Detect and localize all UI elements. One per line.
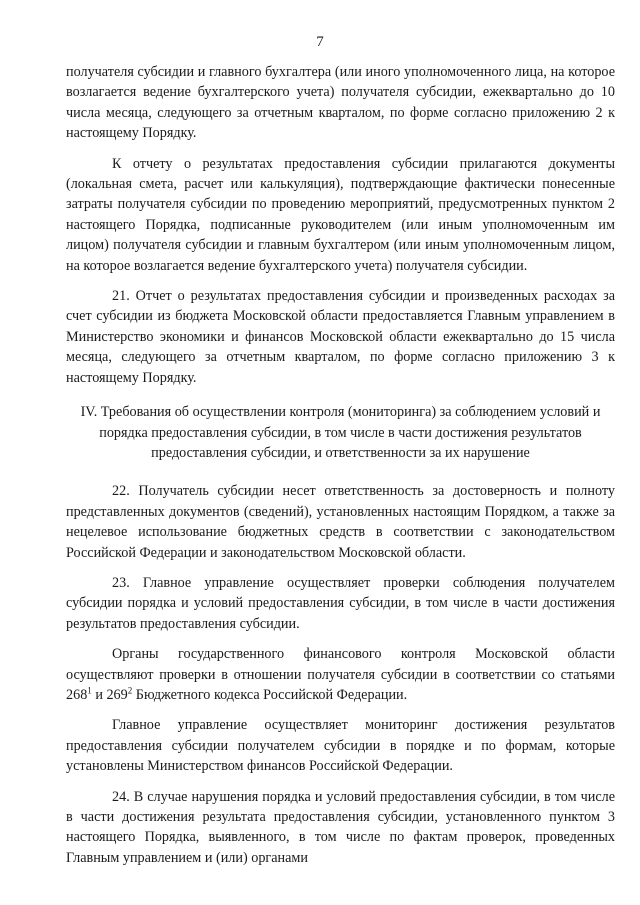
paragraph-financial-control <box>66 644 615 705</box>
financial-control-text-end: Бюджетного кодекса Российской Федерации. <box>132 686 408 703</box>
paragraph-report-signatures: получателя субсидии и главного бухгалтера (или иного уполномоченного лица, на которое возлагается ведение бухгалтерского учета) получателя субсидии, ежеквартально до 10 числа месяца, следующего за отчетным кварталом, по форме согласно приложению 2 к настоящему Порядку. <box>66 64 615 142</box>
paragraph-item-21: 21. Отчет о результатах предоставления субсидии и произведенных расходах за счет субсидии из бюджета Московской области предоставляется Главным управлением в Министерство экономики и финансов Московской области ежеквартально до 15 числа месяца, следующего за отчетным кварталом, по форме согласно приложению 3 к настоящему Порядку. <box>66 288 615 386</box>
paragraph-item-24: 24. В случае нарушения порядка и условий предоставления субсидии, в том числе в части достижения результата предоставления субсидии, установленного пунктом 3 настоящего Порядка, выявленного, в том числе по фактам проверок, проведенных Главным управлением и (или) органами <box>66 788 615 866</box>
article-superscript-1: 1 <box>87 685 92 696</box>
paragraph-report-attachments: К отчету о результатах предоставления субсидии прилагаются документы (локальная смета, расчет или калькуляция), подтверждающие фактически понесенные затраты получателя субсидии по проведению мероприятий, предусмотренных пунктом 2 настоящего Порядка, подписанные руководителем (или иным уполномоченным им лицом) получателя субсидии и главным бухгалтером (или иным уполномоченным лицом, на которое возлагается ведение бухгалтерского учета) получателя субсидии. <box>66 155 615 274</box>
section-heading-iv: IV. Требования об осуществлении контроля (мониторинга) за соблюдением условий и порядка предоставления субсидии, в том числе в части достижения результатов предоставления субсидии, и ответственности за их нарушение <box>80 404 601 461</box>
paragraph-monitoring: Главное управление осуществляет мониторинг достижения результатов предоставления субсидии получателем субсидии в порядке и по формам, которые установлены Министерством финансов Российской Федерации. <box>66 717 615 775</box>
paragraph-item-22: 22. Получатель субсидии несет ответственность за достоверность и полноту представленных документов (сведений), установленных настоящим Порядком, а также за нецелевое использование бюджетных средств в соответствии с законодательством Российской Федерации и законодательством Московской области. <box>66 483 615 561</box>
financial-control-text-mid: и 269 <box>91 686 128 703</box>
document-body <box>66 62 615 868</box>
financial-control-text-start: Органы государственного финансового контроля Московской области осуществляют проверки в отношении получателя субсидии в соответствии со статьями 268 <box>66 646 615 703</box>
page-number: 7 <box>316 34 324 50</box>
paragraph-item-23: 23. Главное управление осуществляет проверки соблюдения получателем субсидии порядка и условий предоставления субсидии, в том числе в части достижения результатов предоставления субсидии. <box>66 574 615 632</box>
article-superscript-2: 2 <box>127 685 133 696</box>
